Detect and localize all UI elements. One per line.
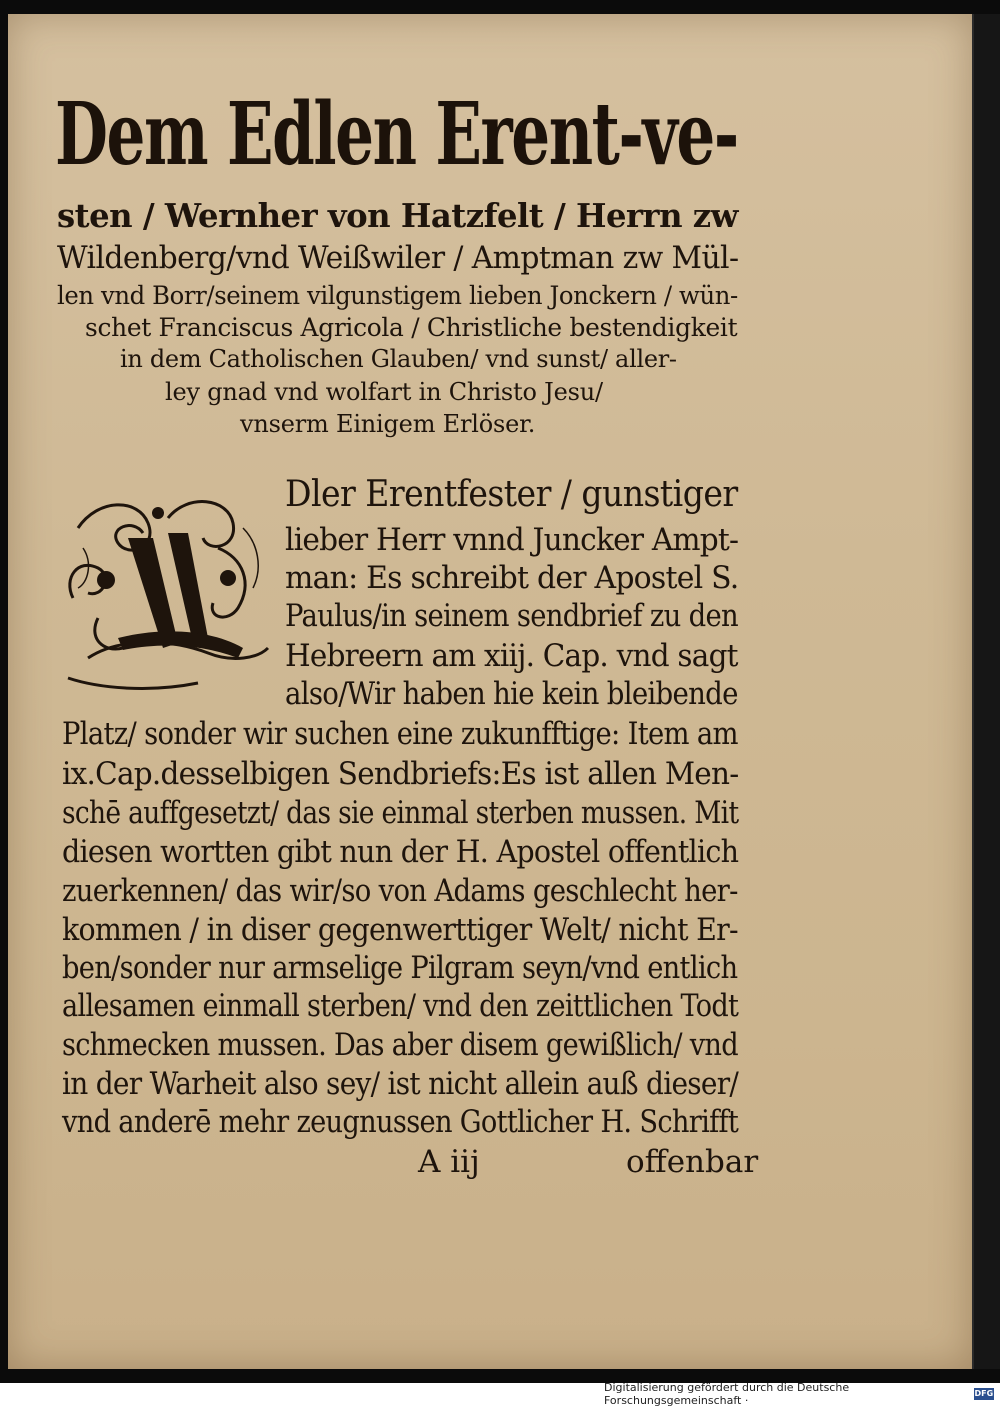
dedication-line: Wildenberg/vnd Weißwiler / Amptman zw Mül‐ <box>57 240 739 276</box>
signature-mark: A iij <box>418 1144 480 1180</box>
dfg-logo-icon: DFG <box>974 1389 994 1398</box>
digitization-footer <box>604 1381 994 1407</box>
body-line: ix.Cap.desselbigen Sendbriefs:Es ist allen Men‐ <box>62 756 739 792</box>
footer-credit-text: Digitalisierung gefördert durch die Deutsche Forschungsgemeinschaft · <box>604 1381 850 1407</box>
dedication-line: ley gnad vnd wolfart in Christo Jesu/ <box>165 378 603 406</box>
body-line: also/Wir haben hie kein bleibende <box>285 676 738 712</box>
body-line: Dler Erentfester / gunstiger <box>285 474 738 515</box>
dedication-line: in dem Catholischen Glauben/ vnd sunst/ aller‐ <box>120 345 677 373</box>
dedication-line: sten / Wernher von Hatzfelt / Herrn zw <box>57 196 738 235</box>
dedication-line: len vnd Borr/seinem vilgunstigem lieben Jonckern / wün‐ <box>57 281 738 310</box>
body-line: Platz/ sonder wir suchen eine zukunfftige: Item am <box>62 716 738 752</box>
catchword: offenbar <box>626 1144 759 1180</box>
body-line: ben/sonder nur armselige Pilgram seyn/vnd entlich <box>62 950 738 986</box>
body-line: in der Warheit also sey/ ist nicht allein auß dieser/ <box>62 1066 739 1102</box>
body-line: zuerkennen/ das wir/so von Adams geschlecht her‐ <box>62 873 738 909</box>
body-line: allesamen einmall sterben/ vnd den zeittlichen Todt <box>62 988 739 1024</box>
dedication-line: schet Franciscus Agricola / Christliche bestendigkeit <box>85 313 738 342</box>
body-line: lieber Herr vnnd Juncker Ampt‐ <box>285 522 739 558</box>
body-line: schē auffgesetzt/ das sie einmal sterben mussen. Mit <box>62 795 739 831</box>
body-line: Hebreern am xiij. Cap. vnd sagt <box>285 638 738 674</box>
body-line: man: Es schreibt der Apostel S. <box>285 560 739 596</box>
body-line: diesen wortten gibt nun der H. Apostel offentlich <box>62 834 739 870</box>
body-line: vnd anderē mehr zeugnussen Gottlicher H. Schrifft <box>62 1104 739 1140</box>
decorated-initial-letter-icon <box>58 488 273 698</box>
scan-edge-strip <box>972 14 1000 1369</box>
body-line: kommen / in diser gegenwerttiger Welt/ nicht Er‐ <box>62 912 738 948</box>
dedication-line: vnserm Einigem Erlöser. <box>240 410 536 438</box>
dedication-heading: Dem Edlen Erent‐ve‐ <box>55 84 738 185</box>
body-line: schmecken mussen. Das aber disem gewißlich/ vnd <box>62 1027 738 1063</box>
body-line: Paulus/in seinem sendbrief zu den <box>285 598 738 634</box>
